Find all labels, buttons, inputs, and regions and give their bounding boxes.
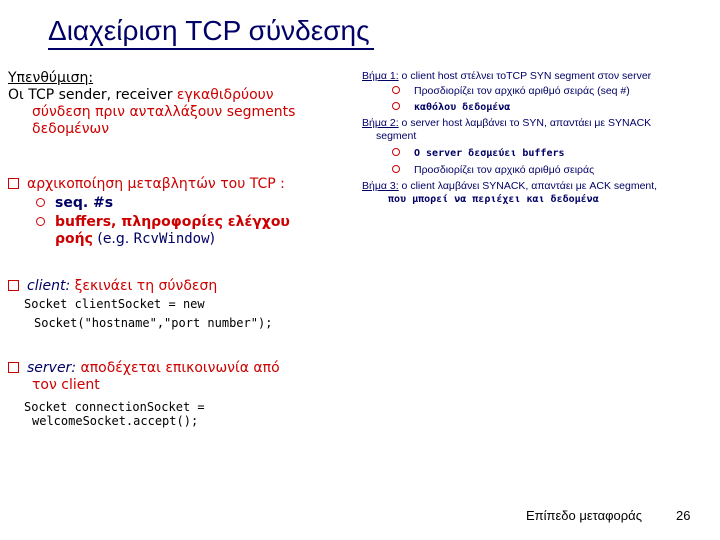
circle-bullet-icon: [392, 86, 400, 94]
square-bullet-icon: [8, 280, 19, 291]
client-label: client:: [27, 278, 71, 294]
reminder-block: [8, 70, 348, 138]
step1: [362, 70, 714, 83]
step1-bullet2: [362, 101, 714, 114]
init-sub1-text: seq. #s: [55, 195, 114, 211]
step1-b2-text: καθόλου δεδομένα: [414, 102, 511, 113]
circle-bullet-icon: [392, 102, 400, 110]
client-item: [8, 278, 368, 295]
step2-label: Βήμα 2:: [362, 117, 399, 129]
init-sub2-text: buffers, πληροφορίες ελέγχου: [55, 214, 290, 230]
init-sub2-cont: [8, 231, 348, 248]
reminder-line1: [8, 87, 348, 104]
steps-block: [362, 70, 714, 206]
step1-text: ο client host στέλνει τοTCP SYN segment στον server: [398, 70, 652, 82]
init-sub2-var: RcvWindow: [133, 231, 210, 247]
server-desc-cont: τον client: [32, 377, 100, 393]
init-label: αρχικοποίηση μεταβλητών του TCP :: [27, 176, 285, 192]
reminder-text: Οι TCP sender, receiver: [8, 87, 177, 103]
step1-bullet1: [362, 85, 714, 98]
server-code1: Socket connectionSocket =: [24, 400, 205, 414]
square-bullet-icon: [8, 362, 19, 373]
init-sub1: [8, 195, 348, 212]
step2-b1-text: O server δεσμεύει buffers: [414, 148, 565, 159]
init-sub2-flow: ροής: [55, 231, 93, 247]
client-desc: ξεκινάει τη σύνδεση: [70, 278, 218, 294]
server-block: [8, 360, 368, 428]
step2-bullet2: [362, 164, 714, 177]
circle-bullet-icon: [36, 217, 45, 226]
reminder-line2: σύνδεση πριν ανταλλάξουν segments: [32, 104, 296, 120]
client-code2: Socket("hostname","port number");: [34, 316, 273, 330]
circle-bullet-icon: [36, 198, 45, 207]
server-code2: welcomeSocket.accept();: [32, 414, 199, 428]
reminder-highlight: εγκαθιδρύουν: [176, 87, 274, 103]
step1-b1-text: Προσδιορίζει τον αρχικό αριθμό σειράς (seq #): [414, 85, 630, 97]
step2-bullet1: [362, 147, 714, 160]
step2: [362, 117, 714, 130]
init-sub2-eg: (e.g.: [92, 231, 134, 247]
circle-bullet-icon: [392, 165, 400, 173]
step2-cont: segment: [376, 130, 417, 142]
step2-text: ο server host λαμβάνει το SYN, απαντάει με SYNACK: [398, 117, 652, 129]
server-desc: αποδέχεται επικοινωνία από: [76, 360, 280, 376]
step3: [362, 180, 714, 193]
reminder-heading: Υπενθύμιση:: [8, 70, 94, 86]
step3-text: ο client λαμβάνει SYNACK, απαντάει με ACK segment,: [398, 180, 658, 192]
page-title: Διαχείριση TCP σύνδεσης: [48, 14, 374, 50]
page-number: 26: [676, 508, 691, 523]
server-item: [8, 360, 368, 377]
footer-section: Επίπεδο μεταφοράς: [526, 508, 642, 523]
server-label: server:: [27, 360, 77, 376]
init-item: [8, 176, 348, 193]
client-code1: Socket clientSocket = new: [24, 297, 205, 311]
circle-bullet-icon: [392, 148, 400, 156]
square-bullet-icon: [8, 178, 19, 189]
client-block: [8, 278, 368, 331]
step1-label: Βήμα 1:: [362, 70, 399, 82]
init-sub2-close: ): [209, 231, 215, 247]
step3-label: Βήμα 3:: [362, 180, 399, 192]
step2-b2-text: Προσδιορίζει τον αρχικό αριθμό σειράς: [414, 164, 595, 176]
init-block: [8, 176, 348, 248]
init-sub2: [8, 214, 348, 231]
reminder-line3: δεδομένων: [32, 121, 110, 137]
step3-cont: που μπορεί να περιέχει και δεδομένα: [388, 194, 599, 205]
